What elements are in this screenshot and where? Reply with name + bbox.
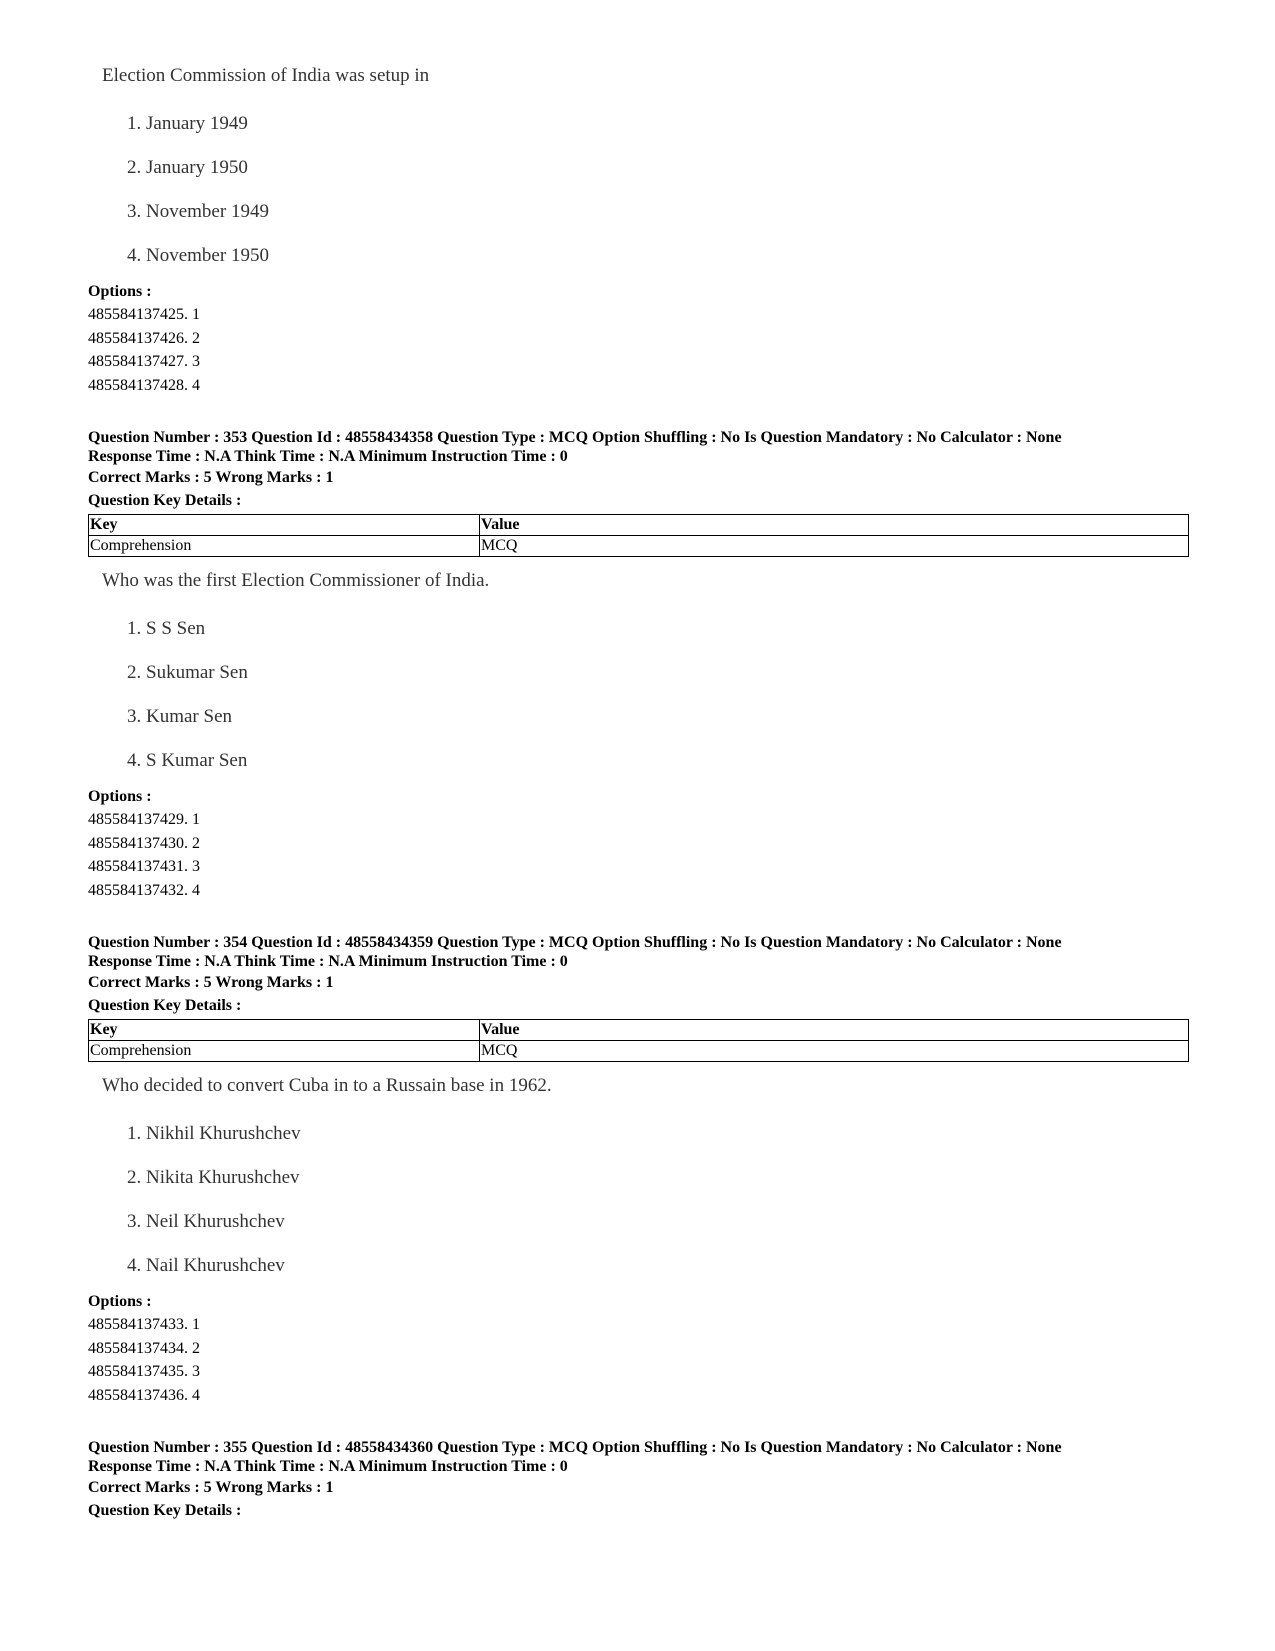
question-choice: 2. Sukumar Sen [127,662,248,683]
marks-line: Correct Marks : 5 Wrong Marks : 1 [88,469,334,486]
option-id-line: 485584137436. 4 [88,1386,200,1404]
table-header-row [89,1020,1189,1041]
option-id-line: 485584137432. 4 [88,881,200,899]
table-cell: Comprehension [89,536,480,557]
question-meta [88,933,1188,1017]
key-details-table [88,514,1189,557]
option-id-line: 485584137425. 1 [88,306,200,323]
options-heading: Options : [88,1293,152,1310]
table-header-cell: Key [89,1020,480,1041]
table-row [89,1041,1189,1062]
question-meta-line: Question Number : 353 Question Id : 48558434358 Question Type : MCQ Option Shuffling : No Is Question Mandatory : No Calculator : None [88,429,1062,446]
marks-line: Correct Marks : 5 Wrong Marks : 1 [88,1479,334,1496]
question-meta-line: Question Number : 355 Question Id : 48558434360 Question Type : MCQ Option Shuffling : No Is Question Mandatory : No Calculator : None [88,1439,1062,1456]
options-heading: Options : [88,283,152,300]
question-meta-line: Response Time : N.A Think Time : N.A Minimum Instruction Time : 0 [88,448,568,465]
question-choice: 3. Kumar Sen [127,706,233,727]
option-id-line: 485584137431. 3 [88,858,200,875]
question-choice: 1. S S Sen [127,618,206,639]
table-header-cell: Value [480,515,1189,536]
question-image [102,62,1188,278]
question-meta-line: Response Time : N.A Think Time : N.A Minimum Instruction Time : 0 [88,1458,568,1475]
question-choice: 1. Nikhil Khurushchev [127,1123,301,1144]
question-image [102,1062,1188,1288]
option-id-line: 485584137435. 3 [88,1363,200,1380]
option-id-line: 485584137433. 1 [88,1316,200,1333]
question-meta [88,428,1188,512]
question-meta [88,1438,1188,1522]
question-choice: 2. Nikita Khurushchev [127,1167,300,1188]
table-cell: MCQ [480,536,1189,557]
key-details-table [88,1019,1189,1062]
table-header-row [89,515,1189,536]
options-heading: Options : [88,788,152,805]
question-text: Election Commission of India was setup in [102,65,430,86]
key-details-heading: Question Key Details : [88,997,242,1014]
question-text: Who decided to convert Cuba in to a Russain base in 1962. [102,1075,552,1096]
question-choice: 2. January 1950 [127,157,248,178]
question-choice: 3. Neil Khurushchev [127,1211,285,1232]
document-page [88,62,1188,1522]
question-choice: 1. January 1949 [127,113,248,134]
question-choice: 4. S Kumar Sen [127,750,248,771]
question-text: Who was the first Election Commissioner of India. [102,570,490,591]
question-image [102,557,1188,783]
option-id-line: 485584137429. 1 [88,811,200,828]
question-choice: 4. November 1950 [127,245,269,266]
key-details-heading: Question Key Details : [88,492,242,509]
table-cell: Comprehension [89,1041,480,1062]
table-header-cell: Key [89,515,480,536]
marks-line: Correct Marks : 5 Wrong Marks : 1 [88,974,334,991]
option-id-line: 485584137426. 2 [88,329,200,347]
option-id-line: 485584137430. 2 [88,834,200,852]
question-choice: 3. November 1949 [127,201,269,222]
table-header-cell: Value [480,1020,1189,1041]
question-meta-line: Response Time : N.A Think Time : N.A Minimum Instruction Time : 0 [88,953,568,970]
option-id-line: 485584137428. 4 [88,376,200,394]
option-id-line: 485584137434. 2 [88,1339,200,1357]
table-row [89,536,1189,557]
table-cell: MCQ [480,1041,1189,1062]
question-meta-line: Question Number : 354 Question Id : 48558434359 Question Type : MCQ Option Shuffling : No Is Question Mandatory : No Calculator : None [88,934,1062,951]
option-id-line: 485584137427. 3 [88,353,200,370]
key-details-heading: Question Key Details : [88,1502,242,1519]
question-choice: 4. Nail Khurushchev [127,1255,285,1276]
